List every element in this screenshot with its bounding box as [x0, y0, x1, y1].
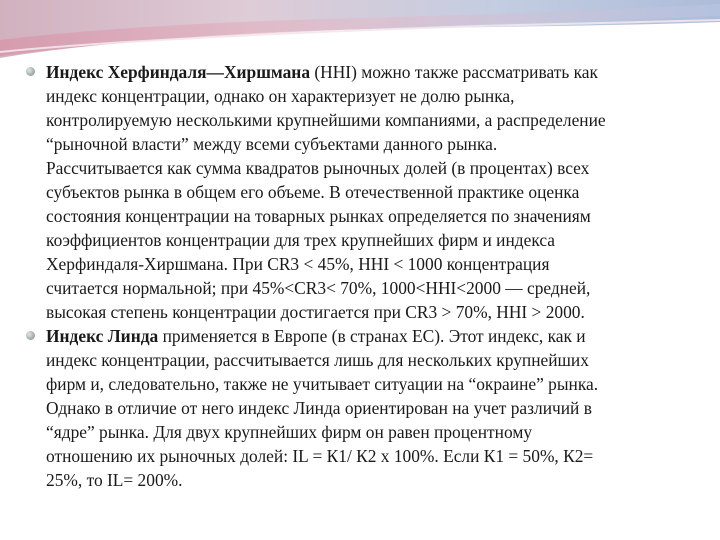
text-line: высокая степень концентрации достигается при CR3 > 70%, HHI > 2000.	[46, 302, 585, 322]
slide-body	[24, 60, 704, 492]
text-line: индекс концентрации, однако он характеризует не долю рынка,	[46, 86, 515, 106]
text-line: фирм и, следовательно, также не учитывает ситуации на “окраине” рынка.	[46, 374, 599, 394]
text-line: индекс концентрации, рассчитывается лишь для нескольких крупнейших	[46, 350, 589, 370]
text-line: “ядре” рынка. Для двух крупнейших фирм он равен процентному	[46, 422, 533, 442]
text-line: субъектов рынка в общем его объеме. В отечественной практике оценка	[46, 182, 580, 202]
bullet-linda	[24, 324, 704, 492]
text-line: отношению их рыночных долей: IL = К1/ К2 х 100%. Если К1 = 50%, К2=	[46, 446, 594, 466]
text-line: Однако в отличие от него индекс Линда ориентирован на учет различий в	[46, 398, 592, 418]
text-line: 25%, то IL= 200%.	[46, 470, 183, 490]
text-line: состояния концентрации на товарных рынках определяется по значениям	[46, 206, 591, 226]
bullet-dot-icon	[26, 67, 35, 76]
term-hhi: Индекс Херфиндаля—Хиршмана	[46, 62, 311, 82]
text-line: применяется в Европе (в странах ЕС). Этот индекс, как и	[158, 326, 586, 346]
text-line: “рыночной власти” между всеми субъектами данного рынка.	[46, 134, 498, 154]
bullet-hhi	[24, 60, 704, 324]
text-line: Херфиндаля-Хиршмана. При CR3 < 45%, HHI < 1000 концентрация	[46, 254, 550, 274]
text-line: (HHI) можно также рассматривать как	[310, 62, 598, 82]
text-line: Рассчитывается как сумма квадратов рыночных долей (в процентах) всех	[46, 158, 590, 178]
bullet-hhi-text	[46, 60, 704, 324]
bullet-dot-icon	[26, 331, 35, 340]
bullet-linda-text	[46, 324, 704, 492]
text-line: считается нормальной; при 45%<CR3< 70%, 1000<HHI<2000 — средней,	[46, 278, 591, 298]
text-line: контролируемую несколькими крупнейшими компаниями, а распределение	[46, 110, 606, 130]
term-linda: Индекс Линда	[46, 326, 159, 346]
text-line: коэффициентов концентрации для трех крупнейших фирм и индекса	[46, 230, 555, 250]
